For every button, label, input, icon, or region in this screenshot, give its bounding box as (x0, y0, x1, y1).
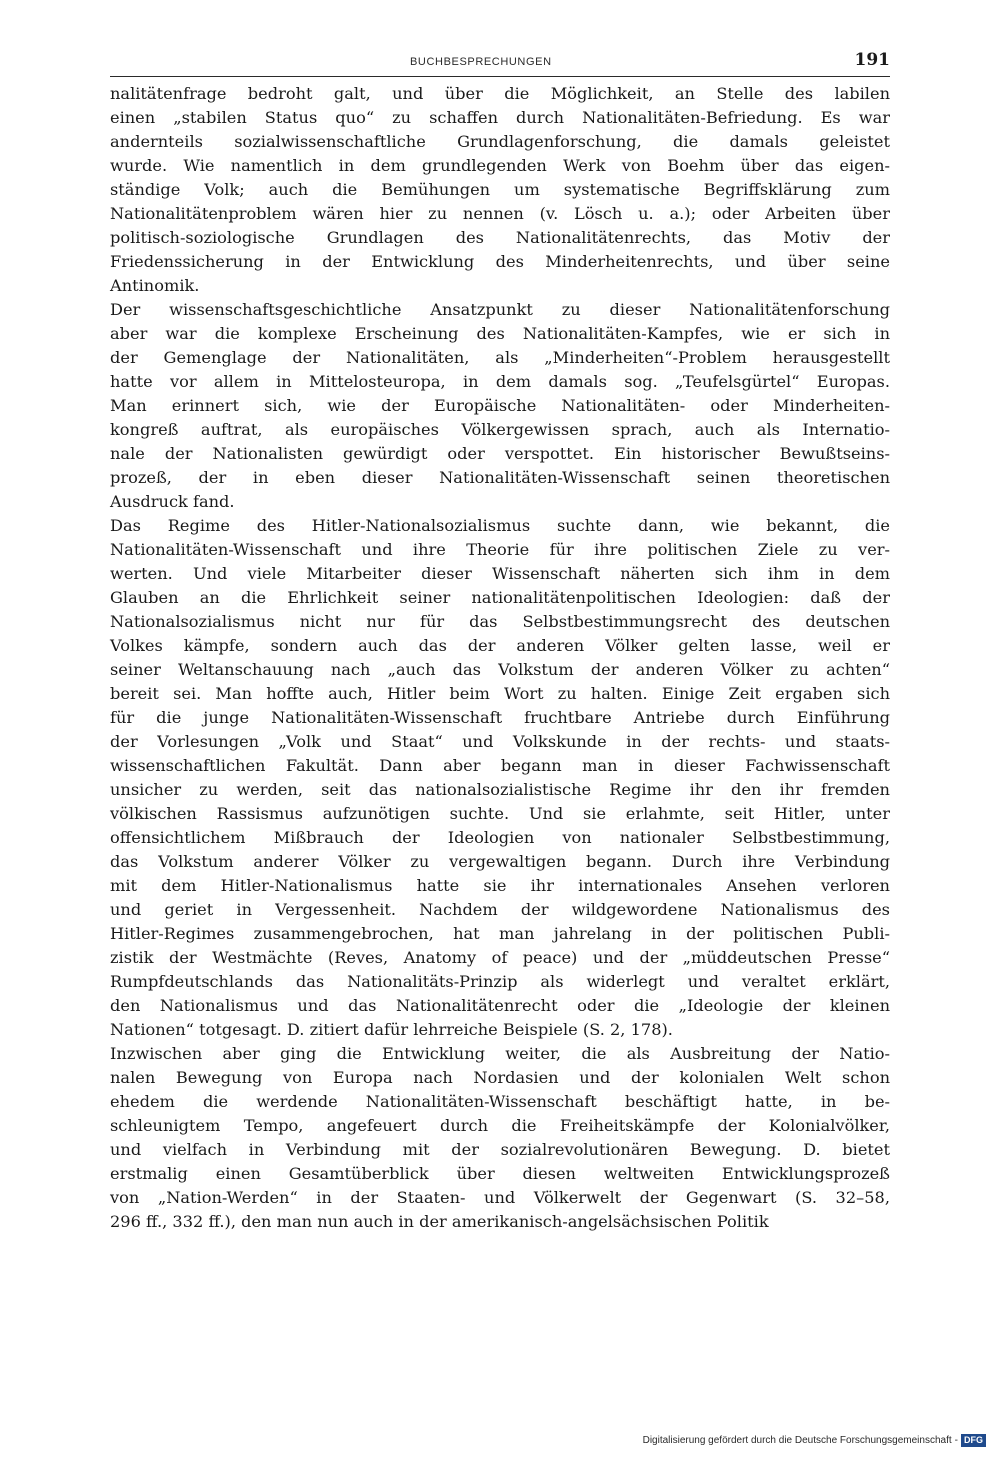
text-line: den Nationalismus und das Nationalitätenrecht oder die „Ideologie der kleinen (110, 996, 890, 1015)
text-line: erstmalig einen Gesamtüberblick über diesen weltweiten Entwicklungsprozeß (110, 1164, 890, 1183)
text-line: wurde. Wie namentlich in dem grundlegenden Werk von Boehm über das eigen- (110, 156, 890, 175)
text-line: und geriet in Vergessenheit. Nachdem der wildgewordene Nationalismus des (110, 900, 890, 919)
text-line: Glauben an die Ehrlichkeit seiner nationalitätenpolitischen Ideologien: daß der (110, 588, 890, 607)
text-line: völkischen Rassismus aufzunötigen suchte. Und sie erlahmte, seit Hitler, unter (110, 804, 890, 823)
text-line: schleunigtem Tempo, angefeuert durch die Freiheitskämpfe der Kolonialvölker, (110, 1116, 890, 1135)
text-line: unsicher zu werden, seit das nationalsozialistische Regime ihr den ihr fremden (110, 780, 890, 799)
text-line: Volkes kämpfe, sondern auch das der anderen Völker gelten lasse, weil er (110, 636, 890, 655)
text-line: wissenschaftlichen Fakultät. Dann aber begann man in dieser Fachwissenschaft (110, 756, 890, 775)
text-line: kongreß auftrat, als europäisches Völkergewissen sprach, auch als Internatio- (110, 420, 890, 439)
text-line: ehedem die werdende Nationalitäten-Wissenschaft beschäftigt hatte, in be- (110, 1092, 890, 1111)
text-line: Das Regime des Hitler-Nationalsozialismus suchte dann, wie bekannt, die (110, 516, 890, 535)
text-line: nale der Nationalisten gewürdigt oder verspottet. Ein historischer Bewußtseins- (110, 444, 890, 463)
text-line: Friedenssicherung in der Entwicklung des Minderheitenrechts, und über seine (110, 252, 890, 271)
text-line: von „Nation-Werden“ in der Staaten- und Völkerwelt der Gegenwart (S. 32–58, (110, 1188, 890, 1207)
text-line: für die junge Nationalitäten-Wissenschaft fruchtbare Antriebe durch Einführung (110, 708, 890, 727)
text-line: nalitätenfrage bedroht galt, und über die Möglichkeit, an Stelle des labilen (110, 84, 890, 103)
text-line: Der wissenschaftsgeschichtliche Ansatzpunkt zu dieser Nationalitätenforschung (110, 300, 890, 319)
footer-credit: Digitalisierung gefördert durch die Deutsche Forschungsgemeinschaft (642, 1435, 952, 1446)
running-title: BUCHBESPRECHUNGEN (410, 56, 552, 68)
page-number: 191 (854, 50, 890, 70)
text-line: 296 ff., 332 ff.), den man nun auch in der amerikanisch-angelsächsischen Politik (110, 1212, 769, 1231)
text-line: Rumpfdeutschlands das Nationalitäts-Prinzip als widerlegt und veraltet erklärt, (110, 972, 890, 991)
text-line: Nationalitätenproblem wären hier zu nennen (v. Lösch u. a.); oder Arbeiten über (110, 204, 890, 223)
text-line: einen „stabilen Status quo“ zu schaffen durch Nationalitäten-Befriedung. Es war (110, 108, 890, 127)
text-line: Nationen“ totgesagt. D. zitiert dafür lehrreiche Beispiele (S. 2, 178). (110, 1020, 673, 1039)
page-header (110, 50, 890, 77)
footer-separator: - (954, 1435, 958, 1446)
text-line: und vielfach in Verbindung mit der sozialrevolutionären Bewegung. D. bietet (110, 1140, 890, 1159)
dfg-logo: DFG (961, 1434, 986, 1447)
text-line: der Gemenglage der Nationalitäten, als „Minderheiten“-Problem herausgestellt (110, 348, 890, 367)
text-line: ständige Volk; auch die Bemühungen um systematische Begriffsklärung zum (110, 180, 890, 199)
text-line: seiner Weltanschauung nach „auch das Volkstum der anderen Völker zu achten“ (110, 660, 890, 679)
text-line: Man erinnert sich, wie der Europäische Nationalitäten- oder Minderheiten- (110, 396, 890, 415)
text-line: Nationalitäten-Wissenschaft und ihre Theorie für ihre politischen Ziele zu ver- (110, 540, 890, 559)
digitization-footer (643, 1434, 986, 1447)
text-line: aber war die komplexe Erscheinung des Nationalitäten-Kampfes, wie er sich in (110, 324, 890, 343)
text-line: offensichtlichem Mißbrauch der Ideologien von nationaler Selbstbestimmung, (110, 828, 890, 847)
text-line: der Vorlesungen „Volk und Staat“ und Volkskunde in der rechts- und staats- (110, 732, 890, 751)
body-text (110, 82, 890, 1234)
text-line: nalen Bewegung von Europa nach Nordasien und der kolonialen Welt schon (110, 1068, 890, 1087)
text-line: Nationalsozialismus nicht nur für das Selbstbestimmungsrecht des deutschen (110, 612, 890, 631)
text-line: Antinomik. (110, 276, 200, 295)
text-line: das Volkstum anderer Völker zu vergewaltigen begann. Durch ihre Verbindung (110, 852, 890, 871)
text-line: Ausdruck fand. (110, 492, 235, 511)
text-line: Inzwischen aber ging die Entwicklung weiter, die als Ausbreitung der Natio- (110, 1044, 890, 1063)
text-line: mit dem Hitler-Nationalismus hatte sie ihr internationales Ansehen verloren (110, 876, 890, 895)
text-line: bereit sei. Man hoffte auch, Hitler beim Wort zu halten. Einige Zeit ergaben sich (110, 684, 890, 703)
text-line: politisch-soziologische Grundlagen des Nationalitätenrechts, das Motiv der (110, 228, 890, 247)
text-line: hatte vor allem in Mittelosteuropa, in dem damals sog. „Teufelsgürtel“ Europas. (110, 372, 890, 391)
text-line: zistik der Westmächte (Reves, Anatomy of peace) und der „müddeutschen Presse“ (110, 948, 890, 967)
text-line: werten. Und viele Mitarbeiter dieser Wissenschaft näherten sich ihm in dem (110, 564, 890, 583)
text-line: Hitler-Regimes zusammengebrochen, hat man jahrelang in der politischen Publi- (110, 924, 890, 943)
text-line: andernteils sozialwissenschaftliche Grundlagenforschung, die damals geleistet (110, 132, 890, 151)
text-line: prozeß, der in eben dieser Nationalitäten-Wissenschaft seinen theoretischen (110, 468, 890, 487)
